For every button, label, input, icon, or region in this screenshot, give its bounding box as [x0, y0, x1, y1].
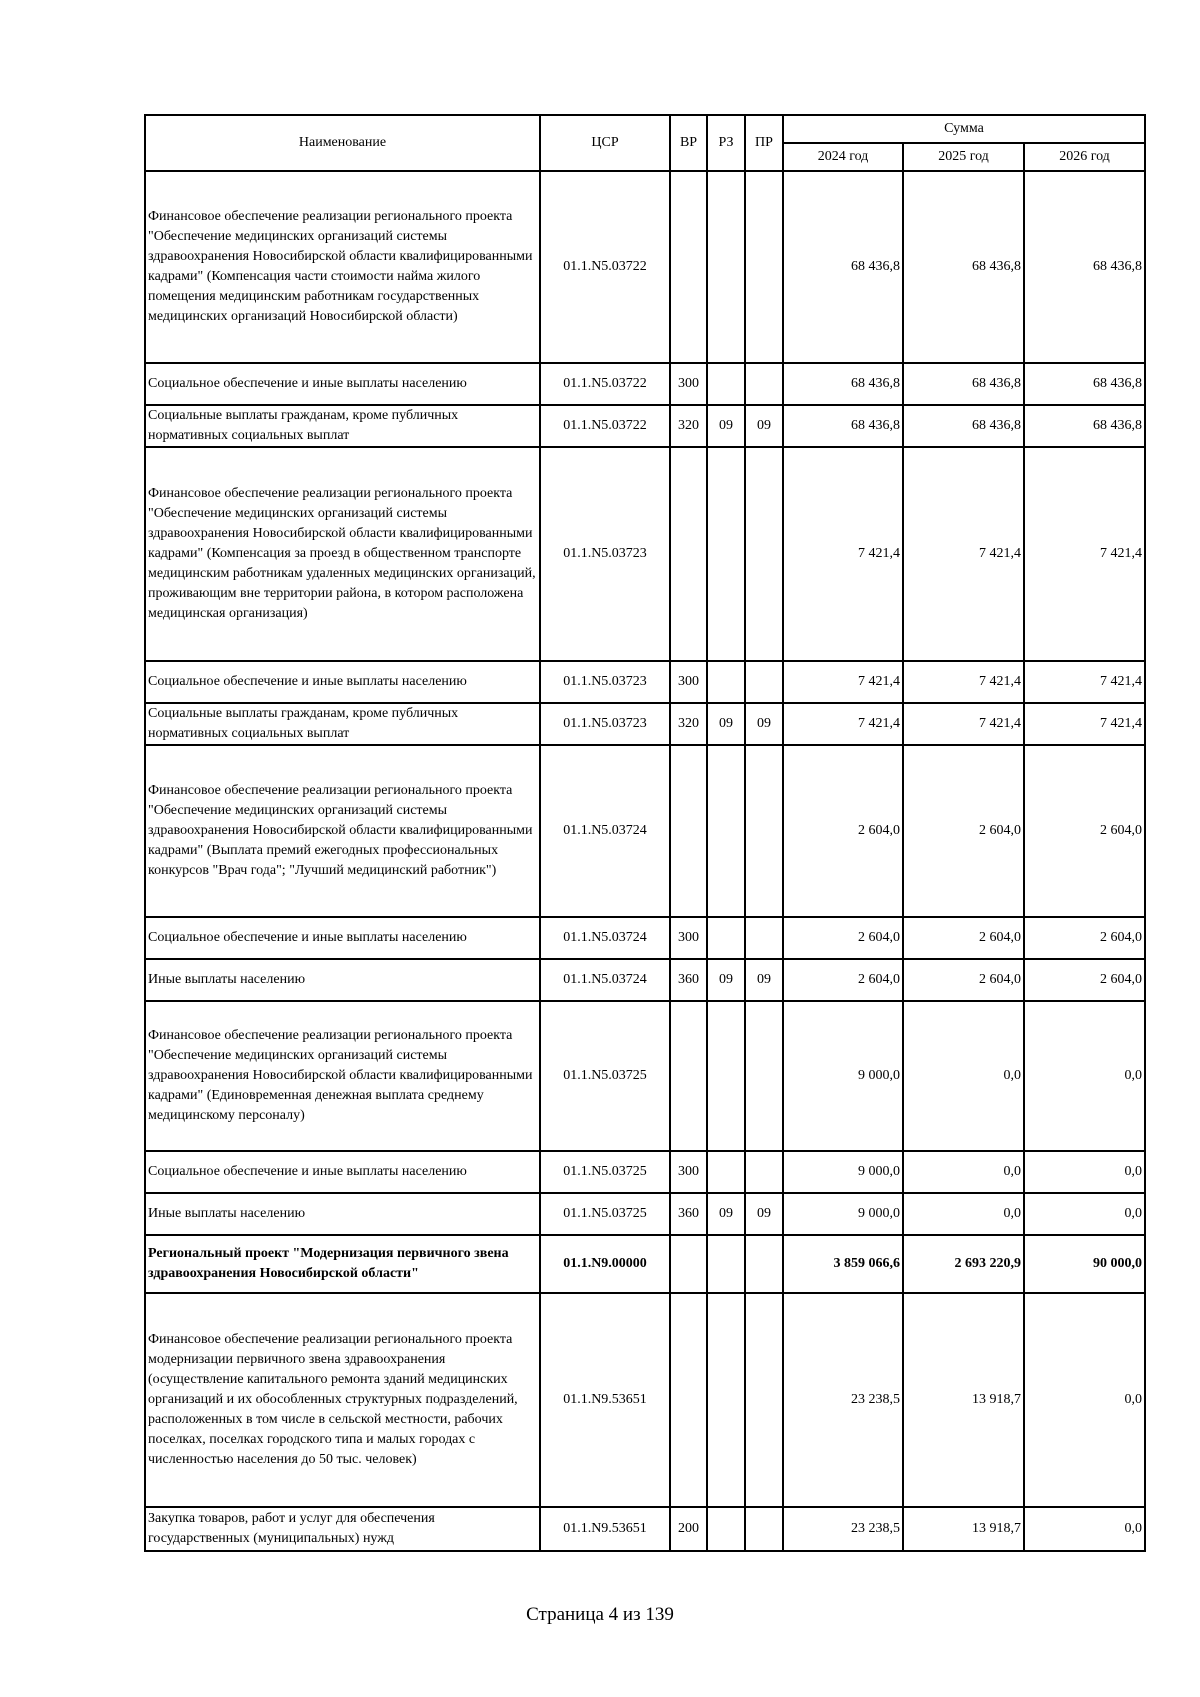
cell-name: Социальное обеспечение и иные выплаты населению	[145, 917, 540, 959]
cell-2026: 68 436,8	[1024, 405, 1145, 447]
cell-vr	[670, 447, 707, 661]
cell-2025: 13 918,7	[903, 1507, 1024, 1551]
cell-rz	[707, 1001, 745, 1151]
cell-rz	[707, 363, 745, 405]
cell-2026: 2 604,0	[1024, 917, 1145, 959]
cell-2025: 2 604,0	[903, 959, 1024, 1001]
table-row	[145, 171, 1145, 363]
cell-2026: 0,0	[1024, 1293, 1145, 1507]
table-row	[145, 745, 1145, 917]
cell-vr: 320	[670, 703, 707, 745]
cell-rz: 09	[707, 703, 745, 745]
cell-2025: 2 693 220,9	[903, 1235, 1024, 1293]
cell-2024: 2 604,0	[783, 745, 903, 917]
cell-2026: 7 421,4	[1024, 661, 1145, 703]
cell-pr	[745, 447, 783, 661]
cell-vr: 300	[670, 661, 707, 703]
cell-2026: 0,0	[1024, 1001, 1145, 1151]
header-2024: 2024 год	[783, 143, 903, 171]
cell-vr: 320	[670, 405, 707, 447]
cell-pr	[745, 745, 783, 917]
cell-name: Финансовое обеспечение реализации регионального проекта "Обеспечение медицинских организаций системы здравоохранения Новосибирской области квалифицированными кадрами" (Единовременная денежная выплата среднему медицинскому персоналу)	[145, 1001, 540, 1151]
header-2026: 2026 год	[1024, 143, 1145, 171]
header-vr: ВР	[670, 115, 707, 171]
cell-vr	[670, 171, 707, 363]
table-row	[145, 1235, 1145, 1293]
cell-csr: 01.1.N5.03722	[540, 405, 670, 447]
cell-2025: 7 421,4	[903, 661, 1024, 703]
cell-csr: 01.1.N5.03724	[540, 745, 670, 917]
cell-pr	[745, 171, 783, 363]
header-pr: ПР	[745, 115, 783, 171]
cell-2025: 0,0	[903, 1151, 1024, 1193]
cell-pr: 09	[745, 1193, 783, 1235]
cell-2026: 7 421,4	[1024, 447, 1145, 661]
table-row	[145, 363, 1145, 405]
header-2025: 2025 год	[903, 143, 1024, 171]
cell-vr	[670, 1001, 707, 1151]
cell-csr: 01.1.N9.53651	[540, 1507, 670, 1551]
cell-csr: 01.1.N5.03724	[540, 917, 670, 959]
cell-vr: 300	[670, 363, 707, 405]
cell-csr: 01.1.N5.03723	[540, 447, 670, 661]
cell-rz	[707, 1151, 745, 1193]
table-body	[145, 171, 1145, 1551]
cell-rz: 09	[707, 405, 745, 447]
cell-rz	[707, 745, 745, 917]
cell-vr: 360	[670, 959, 707, 1001]
cell-2026: 0,0	[1024, 1507, 1145, 1551]
cell-2024: 7 421,4	[783, 703, 903, 745]
cell-pr	[745, 917, 783, 959]
cell-pr	[745, 1151, 783, 1193]
cell-name: Финансовое обеспечение реализации регионального проекта модернизации первичного звена здравоохранения (осуществление капитального ремонта зданий медицинских организаций и их обособленных структурных подразделений, расположенных в том числе в сельской местности, рабочих поселках, поселках городского типа и малых городах с численностью населения до 50 тыс. человек)	[145, 1293, 540, 1507]
cell-vr: 360	[670, 1193, 707, 1235]
cell-csr: 01.1.N5.03725	[540, 1193, 670, 1235]
cell-vr	[670, 1293, 707, 1507]
cell-pr	[745, 1235, 783, 1293]
cell-name: Закупка товаров, работ и услуг для обеспечения государственных (муниципальных) нужд	[145, 1507, 540, 1551]
cell-2024: 23 238,5	[783, 1507, 903, 1551]
table-row	[145, 1193, 1145, 1235]
cell-2026: 7 421,4	[1024, 703, 1145, 745]
cell-vr	[670, 1235, 707, 1293]
cell-rz: 09	[707, 1193, 745, 1235]
cell-2025: 13 918,7	[903, 1293, 1024, 1507]
cell-2026: 68 436,8	[1024, 363, 1145, 405]
cell-2024: 23 238,5	[783, 1293, 903, 1507]
cell-pr	[745, 363, 783, 405]
cell-name: Социальное обеспечение и иные выплаты населению	[145, 661, 540, 703]
cell-2024: 68 436,8	[783, 363, 903, 405]
cell-rz	[707, 661, 745, 703]
cell-pr	[745, 1001, 783, 1151]
cell-2024: 3 859 066,6	[783, 1235, 903, 1293]
cell-csr: 01.1.N5.03725	[540, 1151, 670, 1193]
cell-pr: 09	[745, 959, 783, 1001]
table-row	[145, 405, 1145, 447]
budget-table	[144, 114, 1146, 1552]
cell-2026: 2 604,0	[1024, 959, 1145, 1001]
cell-rz: 09	[707, 959, 745, 1001]
cell-name: Иные выплаты населению	[145, 959, 540, 1001]
header-csr: ЦСР	[540, 115, 670, 171]
cell-name: Социальные выплаты гражданам, кроме публичных нормативных социальных выплат	[145, 703, 540, 745]
table-row	[145, 959, 1145, 1001]
cell-pr	[745, 661, 783, 703]
cell-2024: 9 000,0	[783, 1151, 903, 1193]
cell-2024: 2 604,0	[783, 917, 903, 959]
cell-pr: 09	[745, 703, 783, 745]
cell-2025: 2 604,0	[903, 917, 1024, 959]
cell-csr: 01.1.N9.53651	[540, 1293, 670, 1507]
cell-name: Региональный проект "Модернизация первичного звена здравоохранения Новосибирской области"	[145, 1235, 540, 1293]
table-row	[145, 447, 1145, 661]
cell-2025: 68 436,8	[903, 171, 1024, 363]
cell-2025: 68 436,8	[903, 363, 1024, 405]
cell-pr: 09	[745, 405, 783, 447]
cell-csr: 01.1.N5.03722	[540, 171, 670, 363]
cell-2025: 7 421,4	[903, 447, 1024, 661]
cell-vr: 200	[670, 1507, 707, 1551]
cell-name: Финансовое обеспечение реализации регионального проекта "Обеспечение медицинских организаций системы здравоохранения Новосибирской области квалифицированными кадрами" (Выплата премий ежегодных профессиональных конкурсов "Врач года"; "Лучший медицинский работник")	[145, 745, 540, 917]
cell-2026: 0,0	[1024, 1151, 1145, 1193]
cell-name: Финансовое обеспечение реализации регионального проекта "Обеспечение медицинских организаций системы здравоохранения Новосибирской области квалифицированными кадрами" (Компенсация части стоимости найма жилого помещения медицинским работникам государственных медицинских организаций Новосибирской области)	[145, 171, 540, 363]
cell-vr: 300	[670, 1151, 707, 1193]
cell-pr	[745, 1293, 783, 1507]
header-sum: Сумма	[783, 115, 1145, 143]
table-header	[145, 115, 1145, 171]
cell-name: Социальное обеспечение и иные выплаты населению	[145, 1151, 540, 1193]
cell-2024: 7 421,4	[783, 447, 903, 661]
cell-name: Иные выплаты населению	[145, 1193, 540, 1235]
cell-rz	[707, 1293, 745, 1507]
cell-vr: 300	[670, 917, 707, 959]
cell-pr	[745, 1507, 783, 1551]
table-row	[145, 1151, 1145, 1193]
cell-rz	[707, 447, 745, 661]
cell-rz	[707, 171, 745, 363]
cell-2024: 68 436,8	[783, 171, 903, 363]
cell-2024: 9 000,0	[783, 1001, 903, 1151]
cell-name: Финансовое обеспечение реализации регионального проекта "Обеспечение медицинских организаций системы здравоохранения Новосибирской области квалифицированными кадрами" (Компенсация за проезд в общественном транспорте медицинским работникам удаленных медицинских организаций, проживающим вне территории района, в котором расположена медицинская организация)	[145, 447, 540, 661]
cell-2026: 0,0	[1024, 1193, 1145, 1235]
cell-2024: 2 604,0	[783, 959, 903, 1001]
cell-2025: 7 421,4	[903, 703, 1024, 745]
cell-csr: 01.1.N5.03722	[540, 363, 670, 405]
table-row	[145, 703, 1145, 745]
cell-name: Социальное обеспечение и иные выплаты населению	[145, 363, 540, 405]
cell-2026: 68 436,8	[1024, 171, 1145, 363]
cell-2026: 90 000,0	[1024, 1235, 1145, 1293]
table-row	[145, 917, 1145, 959]
page-footer: Страница 4 из 139	[526, 1604, 674, 1625]
cell-2025: 2 604,0	[903, 745, 1024, 917]
cell-2024: 68 436,8	[783, 405, 903, 447]
cell-rz	[707, 917, 745, 959]
cell-rz	[707, 1507, 745, 1551]
cell-csr: 01.1.N5.03723	[540, 703, 670, 745]
header-rz: РЗ	[707, 115, 745, 171]
table-row	[145, 661, 1145, 703]
header-name: Наименование	[145, 115, 540, 171]
cell-name: Социальные выплаты гражданам, кроме публичных нормативных социальных выплат	[145, 405, 540, 447]
table-row	[145, 1507, 1145, 1551]
cell-2026: 2 604,0	[1024, 745, 1145, 917]
cell-csr: 01.1.N5.03723	[540, 661, 670, 703]
cell-csr: 01.1.N5.03724	[540, 959, 670, 1001]
table-row	[145, 1001, 1145, 1151]
table-row	[145, 1293, 1145, 1507]
cell-rz	[707, 1235, 745, 1293]
cell-csr: 01.1.N9.00000	[540, 1235, 670, 1293]
cell-2024: 9 000,0	[783, 1193, 903, 1235]
cell-csr: 01.1.N5.03725	[540, 1001, 670, 1151]
cell-2025: 68 436,8	[903, 405, 1024, 447]
cell-2024: 7 421,4	[783, 661, 903, 703]
cell-2025: 0,0	[903, 1001, 1024, 1151]
cell-2025: 0,0	[903, 1193, 1024, 1235]
cell-vr	[670, 745, 707, 917]
